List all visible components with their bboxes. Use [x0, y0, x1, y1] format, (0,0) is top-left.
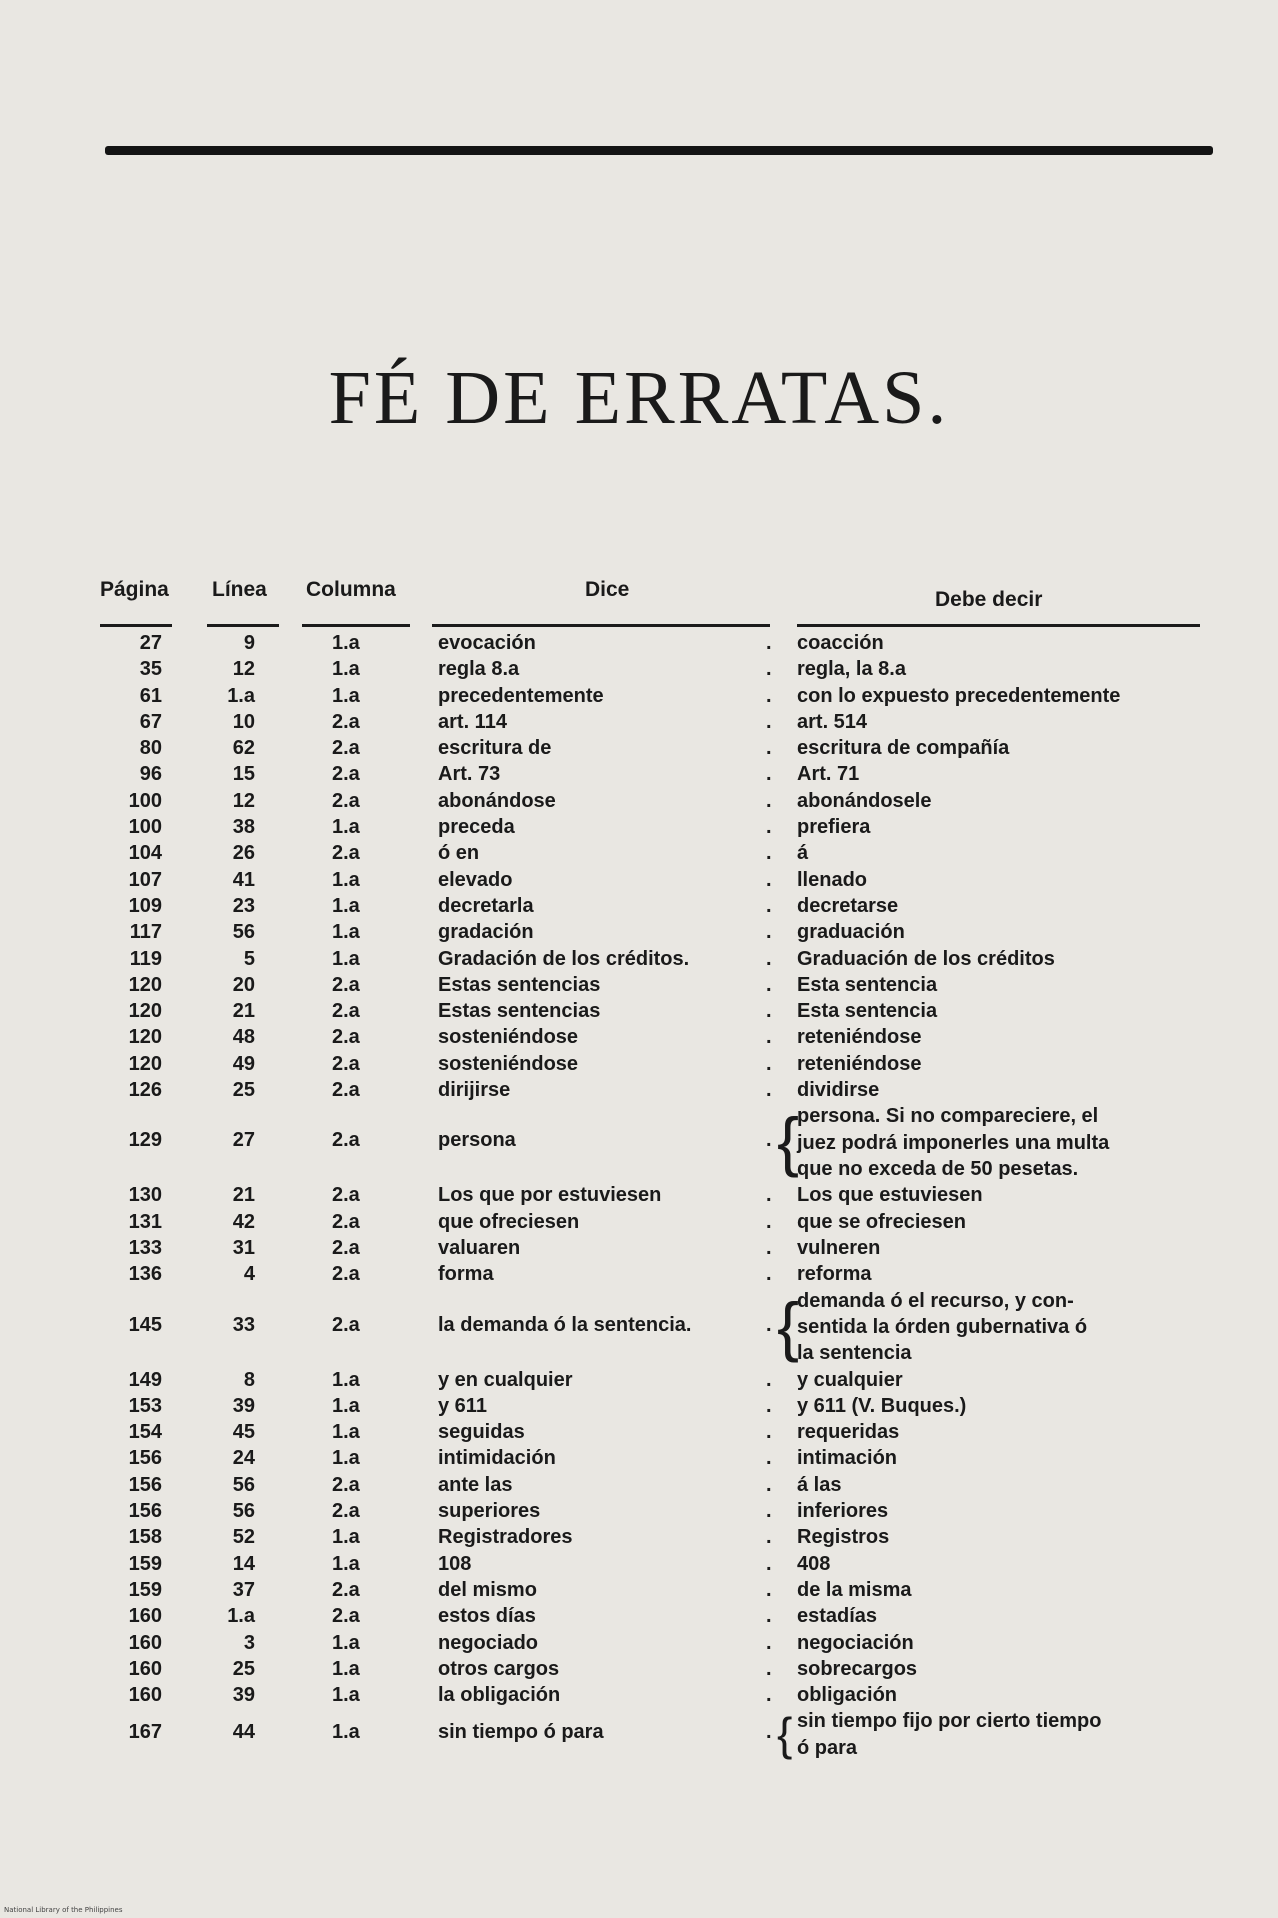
errata-table: [0, 630, 1278, 1760]
table-row: [0, 1603, 1278, 1629]
cell-dice: seguidas: [438, 1421, 525, 1444]
cell-dice: que ofreciesen: [438, 1210, 580, 1233]
cell-pagina: 120: [128, 1052, 162, 1075]
cell-linea: 48: [232, 1026, 255, 1049]
cell-linea: 14: [232, 1552, 255, 1575]
cell-dice: ante las: [438, 1473, 513, 1496]
leader-dot: .: [766, 710, 772, 733]
cell-dice: Los que por estuviesen: [438, 1184, 662, 1207]
cell-debe-decir: á las: [797, 1473, 842, 1496]
brace-glyph: {: [777, 1104, 800, 1179]
leader-dot: .: [766, 658, 772, 681]
cell-debe-decir: estadías: [797, 1605, 878, 1628]
cell-debe-decir: de la misma: [797, 1578, 912, 1601]
table-row: [0, 1445, 1278, 1471]
cell-columna: 1.a: [332, 658, 360, 681]
cell-columna: 1.a: [332, 1526, 360, 1549]
cell-debe-decir: 408: [797, 1552, 831, 1575]
cell-debe-decir: llenado: [797, 868, 868, 891]
table-row: [0, 630, 1278, 656]
cell-debe-decir: que se ofreciesen: [797, 1210, 966, 1233]
cell-dice: ó en: [438, 842, 480, 865]
cell-debe-decir-line: sentida la órden gubernativa ó: [797, 1315, 1088, 1338]
table-row: [0, 1182, 1278, 1208]
leader-dot: .: [766, 1210, 772, 1233]
table-row: [0, 946, 1278, 972]
cell-dice: Estas sentencias: [438, 1000, 601, 1023]
cell-dice: estos días: [438, 1605, 536, 1628]
cell-columna: 1.a: [332, 1631, 360, 1654]
cell-pagina: 104: [128, 842, 162, 865]
cell-debe-decir: Registros: [797, 1526, 890, 1549]
leader-dot: .: [766, 1313, 772, 1336]
cell-pagina: 160: [128, 1657, 162, 1680]
cell-columna: 2.a: [332, 973, 360, 996]
cell-dice: superiores: [438, 1500, 541, 1523]
cell-dice: evocación: [438, 632, 536, 654]
table-row: [0, 1024, 1278, 1050]
cell-dice: y 611: [438, 1394, 487, 1417]
table-row: [0, 1708, 1278, 1760]
table-row: [0, 1419, 1278, 1445]
cell-debe-decir: Esta sentencia: [797, 973, 938, 996]
cell-columna: 1.a: [332, 894, 360, 917]
table-row: [0, 1288, 1278, 1367]
cell-pagina: 80: [139, 737, 162, 760]
table-row: [0, 893, 1278, 919]
leader-dot: .: [766, 1500, 772, 1523]
cell-dice: la demanda ó la sentencia.: [438, 1313, 692, 1336]
cell-columna: 1.a: [332, 947, 360, 970]
leader-dot: .: [766, 816, 772, 839]
cell-pagina: 154: [128, 1421, 162, 1444]
cell-dice: sosteniéndose: [438, 1052, 579, 1075]
table-row: [0, 735, 1278, 761]
cell-dice: preceda: [438, 816, 515, 839]
cell-dice: y en cualquier: [438, 1368, 573, 1391]
table-row: [0, 1367, 1278, 1393]
cell-columna: 1.a: [332, 868, 360, 891]
leader-dot: .: [766, 1263, 772, 1286]
cell-dice: forma: [438, 1263, 494, 1286]
leader-dot: .: [766, 1236, 772, 1259]
cell-dice: Estas sentencias: [438, 973, 601, 996]
table-row: [0, 1551, 1278, 1577]
cell-pagina: 27: [139, 632, 162, 654]
cell-linea: 23: [232, 894, 255, 917]
header-linea: Línea: [212, 578, 267, 601]
cell-columna: 2.a: [332, 842, 360, 865]
cell-linea: 41: [232, 868, 255, 891]
cell-pagina: 160: [128, 1684, 162, 1707]
table-row: [0, 1682, 1278, 1708]
cell-columna: 1.a: [332, 1421, 360, 1444]
cell-linea: 9: [243, 632, 255, 654]
cell-pagina: 100: [128, 816, 162, 839]
leader-dot: .: [766, 1721, 772, 1744]
table-row: [0, 1077, 1278, 1103]
cell-debe-decir: Graduación de los créditos: [797, 947, 1055, 970]
cell-linea: 52: [232, 1526, 255, 1549]
header-rule-linea: [207, 624, 279, 627]
cell-linea: 1.a: [227, 684, 255, 707]
header-columna: Columna: [306, 578, 396, 601]
cell-linea: 56: [232, 1473, 255, 1496]
cell-columna: 1.a: [332, 684, 360, 707]
leader-dot: .: [766, 1684, 772, 1707]
cell-dice: elevado: [438, 868, 513, 891]
cell-debe-decir-line: que no exceda de 50 pesetas.: [797, 1157, 1079, 1180]
cell-linea: 26: [232, 842, 255, 865]
cell-columna: 2.a: [332, 1129, 360, 1152]
table-row: [0, 683, 1278, 709]
top-rule: [105, 146, 1213, 155]
cell-debe-decir: Los que estuviesen: [797, 1184, 983, 1207]
cell-dice: escritura de: [438, 737, 552, 760]
cell-pagina: 167: [128, 1721, 162, 1744]
cell-debe-decir: con lo expuesto precedentemente: [797, 684, 1121, 707]
leader-dot: .: [766, 1184, 772, 1207]
cell-columna: 2.a: [332, 1000, 360, 1023]
cell-debe-decir: abonándosele: [797, 789, 932, 812]
table-row: [0, 1051, 1278, 1077]
cell-columna: 2.a: [332, 710, 360, 733]
cell-debe-decir-line: demanda ó el recurso, y con-: [797, 1289, 1074, 1312]
cell-columna: 2.a: [332, 1210, 360, 1233]
cell-dice: abonándose: [438, 789, 556, 812]
leader-dot: .: [766, 1447, 772, 1470]
footer-credit: National Library of the Philippines: [4, 1906, 123, 1914]
table-row: [0, 1630, 1278, 1656]
cell-debe-decir: decretarse: [797, 894, 899, 917]
cell-linea: 3: [243, 1631, 255, 1654]
cell-dice: 108: [438, 1552, 472, 1575]
table-row: [0, 1103, 1278, 1182]
table-row: [0, 1498, 1278, 1524]
cell-pagina: 158: [128, 1526, 162, 1549]
cell-pagina: 156: [128, 1500, 162, 1523]
table-row: [0, 1656, 1278, 1682]
table-row: [0, 1577, 1278, 1603]
cell-pagina: 67: [139, 710, 162, 733]
cell-dice: gradación: [438, 921, 534, 944]
cell-columna: 1.a: [332, 1447, 360, 1470]
table-row: [0, 840, 1278, 866]
cell-dice: sin tiempo ó para: [438, 1721, 604, 1744]
cell-linea: 31: [232, 1236, 255, 1259]
cell-columna: 2.a: [332, 1605, 360, 1628]
header-pagina: Página: [100, 578, 169, 601]
cell-columna: 2.a: [332, 1313, 360, 1336]
cell-debe-decir: y 611 (V. Buques.): [797, 1394, 967, 1417]
leader-dot: .: [766, 1657, 772, 1680]
cell-columna: 1.a: [332, 1721, 360, 1744]
cell-debe-decir: dividirse: [797, 1079, 880, 1102]
leader-dot: .: [766, 973, 772, 996]
cell-columna: 2.a: [332, 1263, 360, 1286]
header-rule-debe-decir: [797, 624, 1200, 627]
cell-debe-decir: graduación: [797, 921, 905, 944]
cell-columna: 2.a: [332, 1500, 360, 1523]
table-row: [0, 656, 1278, 682]
cell-dice: intimidación: [438, 1447, 556, 1470]
cell-pagina: 145: [128, 1313, 162, 1336]
cell-pagina: 109: [128, 894, 162, 917]
table-row: [0, 1393, 1278, 1419]
cell-debe-decir: negociación: [797, 1631, 914, 1654]
cell-linea: 42: [232, 1210, 255, 1233]
cell-dice: otros cargos: [438, 1657, 560, 1680]
cell-pagina: 119: [129, 947, 162, 970]
table-row: [0, 1235, 1278, 1261]
cell-columna: 2.a: [332, 1052, 360, 1075]
cell-linea: 5: [243, 947, 255, 970]
leader-dot: .: [766, 894, 772, 917]
cell-linea: 21: [232, 1000, 255, 1023]
header-rule-pagina: [100, 624, 172, 627]
cell-dice: Gradación de los créditos.: [438, 947, 690, 970]
table-row: [0, 867, 1278, 893]
cell-columna: 2.a: [332, 1079, 360, 1102]
cell-columna: 2.a: [332, 1184, 360, 1207]
cell-linea: 25: [232, 1079, 255, 1102]
cell-columna: 1.a: [332, 1657, 360, 1680]
header-debe-decir: Debe decir: [935, 588, 1043, 611]
leader-dot: .: [766, 1026, 772, 1049]
cell-dice: la obligación: [438, 1684, 561, 1707]
cell-columna: 2.a: [332, 1026, 360, 1049]
cell-pagina: 130: [128, 1184, 162, 1207]
cell-columna: 1.a: [332, 632, 360, 654]
cell-linea: 49: [232, 1052, 255, 1075]
cell-dice: Art. 73: [438, 763, 501, 786]
cell-linea: 27: [232, 1129, 255, 1152]
cell-dice: valuaren: [438, 1236, 521, 1259]
cell-linea: 12: [232, 789, 255, 812]
cell-dice: precedentemente: [438, 684, 604, 707]
cell-columna: 1.a: [332, 1684, 360, 1707]
leader-dot: .: [766, 763, 772, 786]
cell-debe-decir: [797, 1708, 1202, 1761]
cell-debe-decir: art. 514: [797, 710, 868, 733]
cell-columna: 2.a: [332, 1473, 360, 1496]
cell-pagina: 129: [128, 1129, 162, 1152]
cell-pagina: 96: [139, 763, 162, 786]
cell-pagina: 107: [128, 868, 162, 891]
cell-pagina: 117: [129, 921, 162, 944]
cell-linea: 38: [232, 816, 255, 839]
cell-columna: 2.a: [332, 1236, 360, 1259]
cell-pagina: 120: [128, 973, 162, 996]
table-row: [0, 814, 1278, 840]
cell-pagina: 131: [128, 1210, 162, 1233]
cell-pagina: 120: [128, 1026, 162, 1049]
cell-dice: Registradores: [438, 1526, 573, 1549]
brace-glyph: {: [777, 1288, 800, 1363]
cell-dice: sosteniéndose: [438, 1026, 579, 1049]
leader-dot: .: [766, 1368, 772, 1391]
cell-debe-decir-line: juez podrá imponerles una multa: [797, 1131, 1110, 1154]
cell-pagina: 126: [128, 1079, 162, 1102]
cell-pagina: 159: [128, 1552, 162, 1575]
leader-dot: .: [766, 1578, 772, 1601]
leader-dot: .: [766, 1552, 772, 1575]
cell-linea: 24: [232, 1447, 255, 1470]
leader-dot: .: [766, 1473, 772, 1496]
leader-dot: .: [766, 868, 772, 891]
cell-debe-decir: Art. 71: [797, 763, 860, 786]
cell-pagina: 136: [128, 1263, 162, 1286]
cell-columna: 1.a: [332, 1394, 360, 1417]
leader-dot: .: [766, 947, 772, 970]
cell-debe-decir-line: ó para: [797, 1736, 858, 1759]
cell-linea: 8: [243, 1368, 255, 1391]
leader-dot: .: [766, 1631, 772, 1654]
leader-dot: .: [766, 684, 772, 707]
cell-columna: 2.a: [332, 789, 360, 812]
leader-dot: .: [766, 1129, 772, 1152]
cell-columna: 1.a: [332, 921, 360, 944]
cell-pagina: 160: [128, 1605, 162, 1628]
cell-columna: 2.a: [332, 763, 360, 786]
table-row: [0, 709, 1278, 735]
cell-linea: 39: [232, 1394, 255, 1417]
cell-debe-decir: [797, 1103, 1202, 1182]
cell-dice: art. 114: [438, 710, 507, 733]
leader-dot: .: [766, 921, 772, 944]
header-rule-dice: [432, 624, 770, 627]
cell-debe-decir: Esta sentencia: [797, 1000, 938, 1023]
table-row: [0, 761, 1278, 787]
cell-linea: 21: [232, 1184, 255, 1207]
table-row: [0, 1209, 1278, 1235]
cell-linea: 62: [232, 737, 255, 760]
header-dice: Dice: [585, 578, 630, 601]
cell-linea: 10: [232, 710, 255, 733]
leader-dot: .: [766, 1052, 772, 1075]
page-title: FÉ DE ERRATAS.: [328, 356, 950, 440]
leader-dot: .: [766, 842, 772, 865]
cell-debe-decir: sobrecargos: [797, 1657, 918, 1680]
cell-debe-decir-line: la sentencia: [797, 1342, 912, 1365]
cell-linea: 33: [232, 1313, 255, 1336]
table-row: [0, 998, 1278, 1024]
cell-linea: 15: [232, 763, 255, 786]
cell-debe-decir: y cualquier: [797, 1368, 903, 1391]
cell-dice: decretarla: [438, 894, 534, 917]
cell-debe-decir: intimación: [797, 1447, 898, 1470]
table-row: [0, 1472, 1278, 1498]
cell-debe-decir: requeridas: [797, 1421, 900, 1444]
cell-linea: 45: [232, 1421, 255, 1444]
cell-pagina: 160: [128, 1631, 162, 1654]
cell-debe-decir: reteniéndose: [797, 1052, 922, 1075]
cell-columna: 1.a: [332, 816, 360, 839]
cell-debe-decir: vulneren: [797, 1236, 881, 1259]
cell-debe-decir: coacción: [797, 632, 884, 654]
cell-linea: 56: [232, 1500, 255, 1523]
cell-linea: 20: [232, 973, 255, 996]
cell-debe-decir: reforma: [797, 1263, 872, 1286]
cell-pagina: 61: [139, 684, 162, 707]
leader-dot: .: [766, 1079, 772, 1102]
cell-debe-decir: regla, la 8.a: [797, 658, 906, 681]
cell-debe-decir: á: [797, 842, 809, 865]
cell-pagina: 156: [128, 1447, 162, 1470]
brace-glyph: {: [777, 1708, 793, 1761]
cell-columna: 1.a: [332, 1552, 360, 1575]
cell-pagina: 153: [128, 1394, 162, 1417]
cell-dice: negociado: [438, 1631, 539, 1654]
cell-debe-decir: [797, 1288, 1202, 1367]
cell-linea: 39: [232, 1684, 255, 1707]
cell-debe-decir: reteniéndose: [797, 1026, 922, 1049]
cell-pagina: 100: [128, 789, 162, 812]
leader-dot: .: [766, 632, 772, 654]
cell-linea: 56: [232, 921, 255, 944]
table-row: [0, 919, 1278, 945]
cell-columna: 1.a: [332, 1368, 360, 1391]
cell-pagina: 120: [128, 1000, 162, 1023]
cell-debe-decir: inferiores: [797, 1500, 889, 1523]
cell-linea: 4: [243, 1263, 255, 1286]
cell-linea: 12: [232, 658, 255, 681]
cell-dice: del mismo: [438, 1578, 537, 1601]
table-row: [0, 1261, 1278, 1287]
cell-dice: persona: [438, 1129, 516, 1152]
cell-debe-decir: escritura de compañía: [797, 737, 1010, 760]
cell-debe-decir: prefiera: [797, 816, 871, 839]
cell-pagina: 156: [128, 1473, 162, 1496]
cell-pagina: 159: [128, 1578, 162, 1601]
cell-columna: 2.a: [332, 1578, 360, 1601]
cell-debe-decir-line: sin tiempo fijo por cierto tiempo: [797, 1710, 1102, 1733]
cell-pagina: 133: [128, 1236, 162, 1259]
cell-columna: 2.a: [332, 737, 360, 760]
cell-linea: 44: [232, 1721, 255, 1744]
leader-dot: .: [766, 789, 772, 812]
cell-pagina: 149: [128, 1368, 162, 1391]
cell-debe-decir: obligación: [797, 1684, 897, 1707]
leader-dot: .: [766, 737, 772, 760]
cell-pagina: 35: [139, 658, 162, 681]
table-row: [0, 1524, 1278, 1550]
cell-dice: regla 8.a: [438, 658, 520, 681]
cell-linea: 25: [232, 1657, 255, 1680]
cell-linea: 37: [232, 1578, 255, 1601]
leader-dot: .: [766, 1000, 772, 1023]
table-row: [0, 972, 1278, 998]
leader-dot: .: [766, 1526, 772, 1549]
leader-dot: .: [766, 1421, 772, 1444]
leader-dot: .: [766, 1394, 772, 1417]
leader-dot: .: [766, 1605, 772, 1628]
cell-dice: dirijirse: [438, 1079, 511, 1102]
cell-linea: 1.a: [227, 1605, 255, 1628]
header-rule-columna: [302, 624, 410, 627]
table-row: [0, 788, 1278, 814]
cell-debe-decir-line: persona. Si no compareciere, el: [797, 1105, 1099, 1128]
